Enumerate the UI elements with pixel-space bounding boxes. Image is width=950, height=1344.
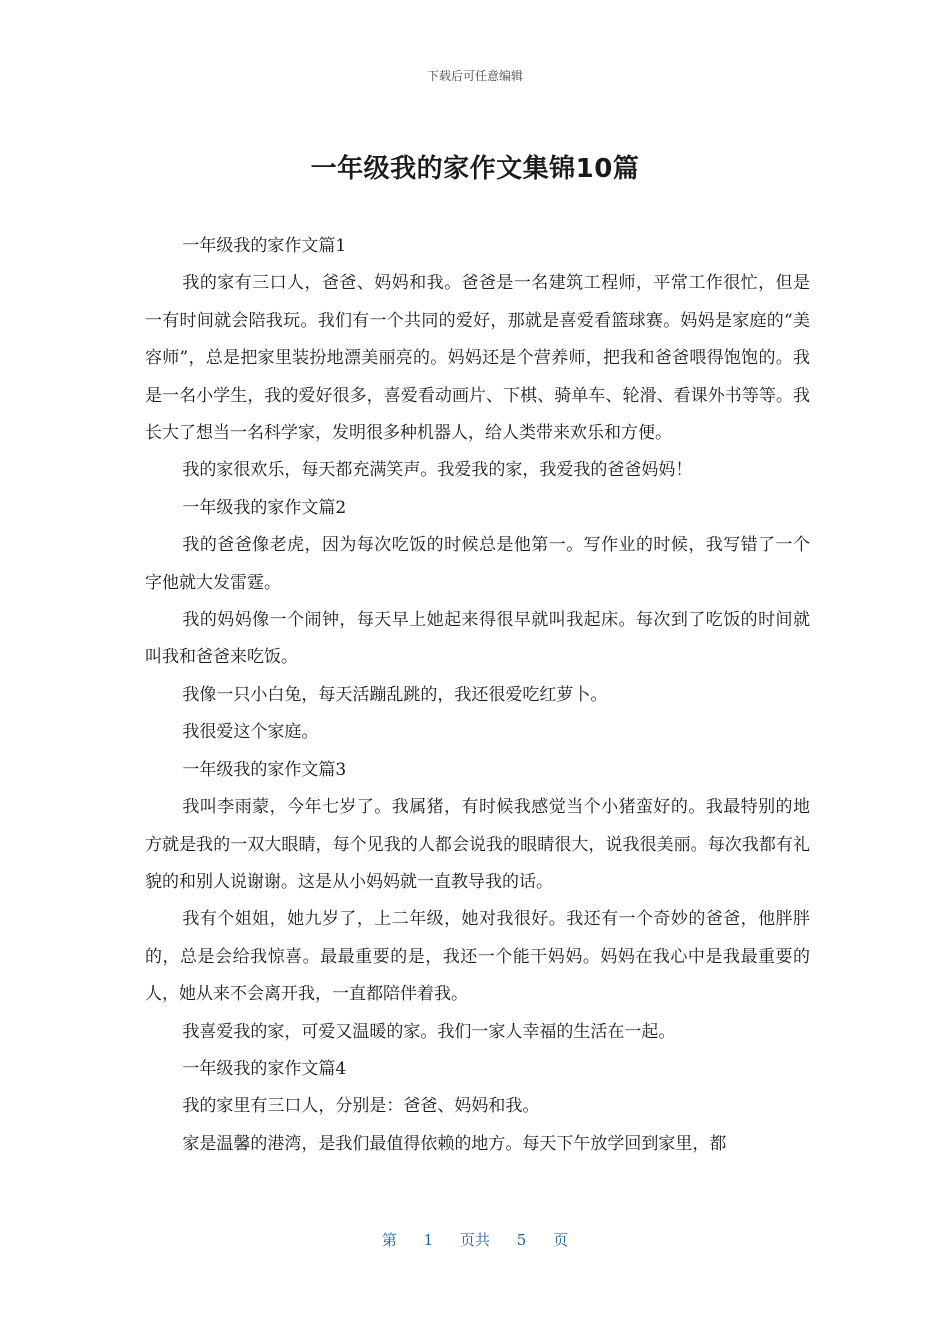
paragraph: 我叫李雨蒙，今年七岁了。我属猪，有时候我感觉当个小猪蛮好的。我最特别的地方就是我的一双大眼睛，每个见我的人都会说我的眼睛很大，说我很美丽。每次我都有礼貌的和别人说谢谢。这是从小妈妈就一直教导我的话。 [145, 797, 810, 892]
paragraph: 我的家里有三口人，分别是：爸爸、妈妈和我。 [182, 1096, 540, 1117]
footer-page-number: 1 [423, 1231, 434, 1249]
section-heading: 一年级我的家作文篇4 [182, 1058, 347, 1079]
paragraph: 我喜爱我的家，可爱又温暖的家。我们一家人幸福的生活在一起。 [182, 1021, 676, 1042]
paragraph: 我的家很欢乐，每天都充满笑声。我爱我的家，我爱我的爸爸妈妈！ [182, 460, 693, 481]
header-note: 下载后可任意编辑 [426, 69, 523, 83]
section-heading: 一年级我的家作文篇1 [182, 236, 347, 256]
footer-total-pages: 5 [516, 1231, 527, 1249]
page-footer [0, 1229, 950, 1250]
footer-suffix: 页 [553, 1231, 569, 1249]
paragraph: 我的家有三口人，爸爸、妈妈和我。爸爸是一名建筑工程师，平常工作很忙，但是一有时间就会陪我玩。我们有一个共同的爱好，那就是喜爱看篮球赛。妈妈是家庭的“美容师”，总是把家里装扮地漂美丽亮的。妈妈还是个营养师，把我和爸爸喂得饱饱的。我是一名小学生，我的爱好很多，喜爱看动画片、下棋、骑单车、轮滑、看课外书等等。我长大了想当一名科学家，发明很多种机器人，给人类带来欢乐和方便。 [145, 273, 810, 444]
section-heading: 一年级我的家作文篇2 [182, 497, 347, 518]
paragraph: 我很爱这个家庭。 [182, 722, 319, 743]
document-body [145, 228, 810, 1198]
section-heading: 一年级我的家作文篇3 [182, 759, 347, 780]
footer-middle: 页共 [459, 1231, 490, 1249]
footer-prefix: 第 [381, 1231, 397, 1249]
paragraph: 我的妈妈像一个闹钟，每天早上她起来得很早就叫我起床。每次到了吃饭的时间就叫我和爸爸来吃饭。 [145, 610, 810, 668]
paragraph: 我有个姐姐，她九岁了，上二年级，她对我很好。我还有一个奇妙的爸爸，他胖胖的，总是会给我惊喜。最最重要的是，我还一个能干妈妈。妈妈在我心中是我最重要的人，她从来不会离开我，一直都陪伴着我。 [145, 909, 810, 1005]
paragraph: 我像一只小白兔，每天活蹦乱跳的，我还很爱吃红萝卜。 [182, 684, 608, 705]
paragraph: 家是温馨的港湾，是我们最值得依赖的地方。每天下午放学回到家里，都 [182, 1133, 727, 1154]
document-title: 一年级我的家作文集锦10篇 [310, 154, 640, 184]
paragraph: 我的爸爸像老虎，因为每次吃饭的时候总是他第一。写作业的时候，我写错了一个字他就大发雷霆。 [145, 535, 810, 593]
